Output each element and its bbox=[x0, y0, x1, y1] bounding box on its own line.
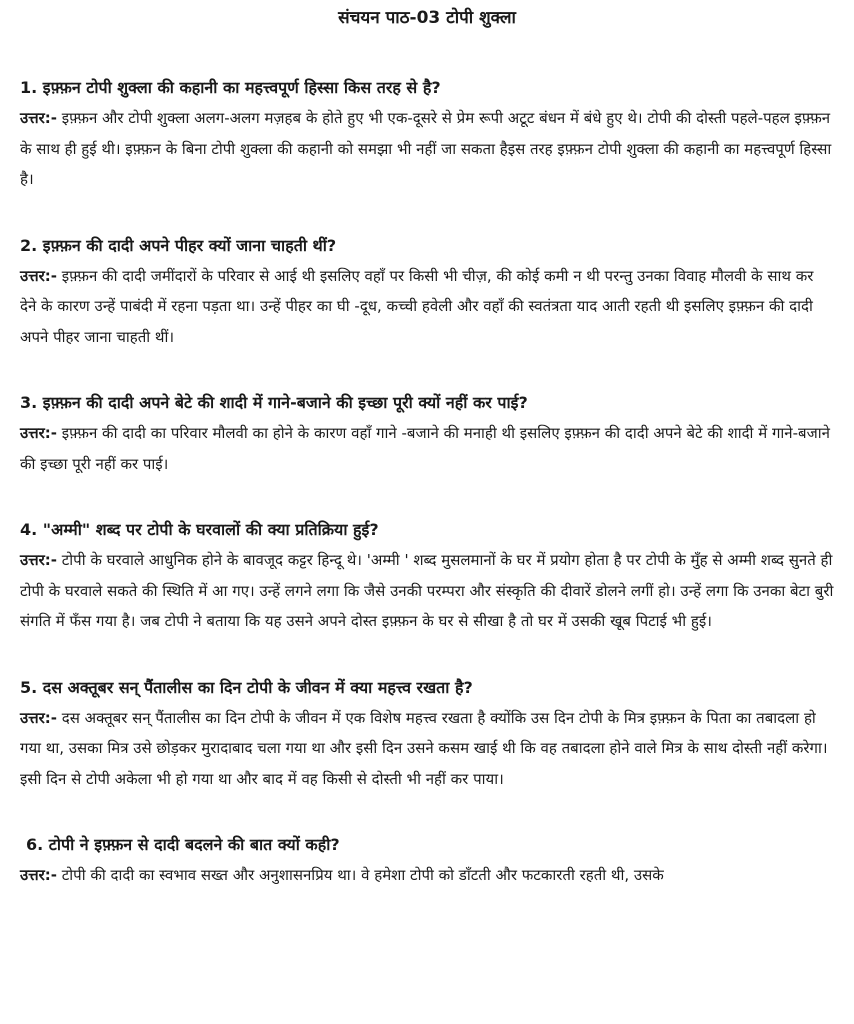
answer-1 bbox=[20, 103, 834, 195]
document-title: संचयन पाठ-03 टोपी शुक्ला bbox=[338, 8, 516, 28]
answer-2 bbox=[20, 261, 834, 353]
answer-label: उत्तर:- bbox=[20, 708, 57, 727]
answer-label: उत्तर:- bbox=[20, 424, 57, 442]
qa-item-4 bbox=[20, 518, 834, 637]
question-3: 3. इफ़्फ़न की दादी अपने बेटे की शादी में गाने-बजाने की इच्छा पूरी क्यों नहीं कर पाई? bbox=[20, 393, 528, 412]
qa-item-2 bbox=[20, 234, 834, 353]
answer-text-6: टोपी की दादी का स्वभाव सख्त और अनुशासनप्रिय था। वे हमेशा टोपी को डाँटती और फटकारती रहती थी, उसके bbox=[61, 866, 664, 884]
answer-label: उत्तर:- bbox=[20, 109, 57, 127]
qa-item-3 bbox=[20, 391, 834, 479]
answer-text-3: इफ़्फ़न की दादी का परिवार मौलवी का होने के कारण वहाँ गाने -बजाने की मनाही थी इसलिए इफ़्फ़न की दादी अपने बेटे की शादी में गाने-बजाने की इच्छा पूरी नहीं कर पाई। bbox=[20, 424, 830, 473]
question-1: 1. इफ़्फ़न टोपी शुक्ला की कहानी का महत्त्वपूर्ण हिस्सा किस तरह से है? bbox=[20, 78, 441, 97]
answer-text-4: टोपी के घरवाले आधुनिक होने के बावजूद कट्टर हिन्दू थे। 'अम्मी ' शब्द मुसलमानों के घर में प्रयोग होता है पर टोपी के मुँह से अम्मी शब्द सुनते ही टोपी के घरवाले सकते की स्थिति में आ गए। उन्हें लगने लगा कि जैसे उनकी परम्परा और संस्कृति की दीवारें डोलने लगीं हो। उन्हें लगा कि उनका बेटा बुरी संगति में फँस गया है। जब टोपी ने बताया कि यह उसने अपने दोस्त इफ़्फ़न के घर से सीखा है तो घर में उसकी खूब पिटाई भी हुई। bbox=[20, 551, 834, 630]
answer-text-2: इफ़्फ़न की दादी जमींदारों के परिवार से आई थी इसलिए वहाँ पर किसी भी चीज़, की कोई कमी न थी परन्तु उनका विवाह मौलवी के साथ कर देने के कारण उन्हें पाबंदी में रहना पड़ता था। उन्हें पीहर का घी -दूध, कच्ची हवेली और वहाँ की स्वतंत्रता याद आती रहती थी इसलिए इफ़्फ़न की दादी अपने पीहर जाना चाहती थीं। bbox=[20, 266, 814, 346]
answer-label: उत्तर:- bbox=[20, 266, 57, 285]
answer-text-1: इफ़्फ़न और टोपी शुक्ला अलग-अलग मज़हब के होते हुए भी एक-दूसरे से प्रेम रूपी अटूट बंधन में बंधे हुए थे। टोपी की दोस्ती पहले-पहल इफ़्फ़न के साथ ही हुई थी। इफ़्फ़न के बिना टोपी शुक्ला की कहानी को समझा भी नहीं जा सकता हैइस तरह इफ़्फ़न टोपी शुक्ला की कहानी का महत्त्वपूर्ण हिस्सा है। bbox=[20, 109, 832, 188]
answer-label: उत्तर:- bbox=[20, 551, 57, 569]
answer-label: उत्तर:- bbox=[20, 866, 57, 884]
answer-5 bbox=[20, 703, 834, 795]
question-4: 4. "अम्मी" शब्द पर टोपी के घरवालों की क्या प्रतिक्रिया हुई? bbox=[20, 520, 379, 539]
qa-item-6 bbox=[20, 833, 834, 891]
answer-3 bbox=[20, 418, 834, 479]
question-5: 5. दस अक्तूबर सन् पैंतालीस का दिन टोपी के जीवन में क्या महत्त्व रखता है? bbox=[20, 677, 473, 697]
question-2: 2. इफ़्फ़न की दादी अपने पीहर क्यों जाना चाहती थीं? bbox=[20, 235, 337, 255]
question-6: 6. टोपी ने इफ़्फ़न से दादी बदलने की बात क्यों कही? bbox=[26, 835, 340, 854]
answer-6 bbox=[20, 860, 834, 891]
qa-item-1 bbox=[20, 76, 834, 195]
qa-item-5 bbox=[20, 676, 834, 795]
answer-4 bbox=[20, 545, 834, 637]
answer-text-5: दस अक्तूबर सन् पैंतालीस का दिन टोपी के जीवन में एक विशेष महत्त्व रखता है क्योंकि उस दिन टोपी के मित्र इफ़्फ़न के पिता का तबादला हो गया था, उसका मित्र उसे छोड़कर मुरादाबाद चला गया था और इसी दिन उसने कसम खाई थी कि वह तबादला होने वाले मित्र के साथ दोस्ती नहीं करेगा। इसी दिन से टोपी अकेला भी हो गया था और बाद में वह किसी से दोस्ती भी नहीं कर पाया। bbox=[20, 708, 828, 788]
